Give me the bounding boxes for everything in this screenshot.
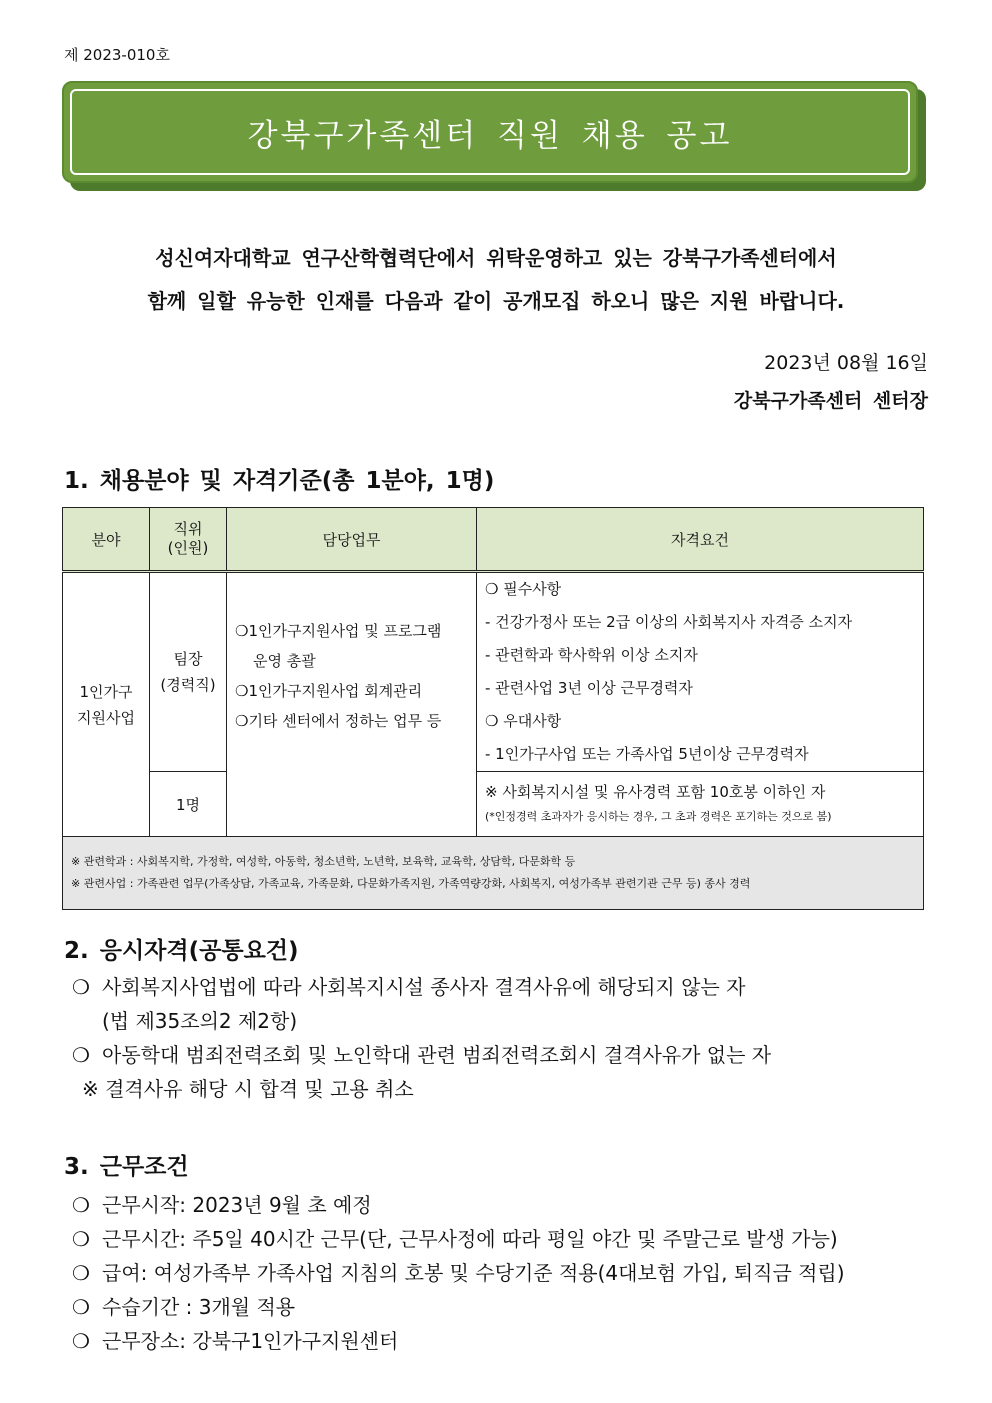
header-field: 분야 — [63, 508, 150, 572]
bullet-icon: ❍ — [72, 1043, 90, 1067]
qualification-item: ❍ 우대사항 — [485, 712, 562, 730]
qualification-item: ❍ 필수사항 — [485, 580, 562, 598]
list-item-text: 사회복지사업법에 따라 사회복지시설 종사자 결격사유에 해당되지 않는 자 — [102, 975, 746, 999]
list-item-text: 급여: 여성가족부 가족사업 지침의 호봉 및 수당기준 적용(4대보험 가입, 퇴직금 적립) — [102, 1261, 845, 1285]
bullet-icon: ❍ — [72, 1329, 90, 1353]
table-header-row — [63, 508, 924, 572]
recruitment-table — [62, 507, 924, 910]
list-item-text: 수습기간 : 3개월 적용 — [102, 1295, 296, 1319]
bullet-spacer — [72, 1004, 102, 1038]
list-item — [72, 970, 771, 1004]
header-qualifications: 자격요건 — [477, 508, 924, 572]
header-position: 직위 (인원) — [150, 508, 227, 572]
list-item — [72, 1256, 845, 1290]
list-item-text: 근무시작: 2023년 9월 초 예정 — [102, 1193, 372, 1217]
duty-item: ❍1인가구지원사업 회계관리 — [235, 682, 423, 700]
duty-item: 운영 총괄 — [253, 652, 316, 670]
intro-line-2: 함께 일할 유능한 인재를 다음과 같이 공개모집 하오니 많은 지원 바랍니다. — [147, 289, 845, 313]
section-1-title: 1. 채용분야 및 자격기준(총 1분야, 1명) — [64, 468, 495, 494]
bullet-icon: ❍ — [72, 1261, 90, 1285]
qualification-item: - 관련학과 학사학위 이상 소지자 — [485, 646, 698, 664]
table-row — [63, 772, 924, 837]
section-3-title: 3. 근무조건 — [64, 1154, 189, 1180]
signer: 강북구가족센터 센터장 — [733, 390, 928, 412]
title-banner — [62, 81, 918, 183]
bullet-icon: ❍ — [72, 975, 90, 999]
list-item — [72, 1004, 771, 1038]
intro-line-1: 성신여자대학교 연구산학협력단에서 위탁운영하고 있는 강북구가족센터에서 — [155, 246, 837, 270]
list-item — [72, 1188, 845, 1222]
announcement-date: 2023년 08월 16일 — [764, 352, 928, 374]
related-majors-note: ※ 관련학과 : 사회복지학, 가정학, 여성학, 아동학, 청소년학, 노년학, 보육학, 교육학, 상담학, 다문화학 등 — [71, 855, 576, 868]
bullet-icon: ❍ — [72, 1295, 90, 1319]
document-number: 제 2023-010호 — [64, 46, 170, 64]
list-item — [72, 1290, 845, 1324]
list-item — [72, 1222, 845, 1256]
table-row — [63, 837, 924, 910]
headcount-cell: 1명 — [150, 772, 227, 837]
qualification-item: - 관련사업 3년 이상 근무경력자 — [485, 679, 693, 697]
duties-cell — [227, 572, 477, 837]
qualification-item: - 건강가정사 또는 2급 이상의 사회복지사 자격증 소지자 — [485, 613, 853, 631]
work-conditions-list — [72, 1188, 845, 1358]
list-item-text: 근무시간: 주5일 40시간 근무(단, 근무사정에 따라 평일 야간 및 주말근로 발생 가능) — [102, 1227, 838, 1251]
duty-item: ❍기타 센터에서 정하는 업무 등 — [235, 712, 442, 730]
pay-note: ※ 사회복지시설 및 유사경력 포함 10호봉 이하인 자 — [485, 783, 826, 801]
title-banner-inner — [70, 89, 910, 175]
bullet-icon: ❍ — [72, 1193, 90, 1217]
qualifications-cell — [477, 572, 924, 772]
section-2-title: 2. 응시자격(공통요건) — [64, 938, 299, 964]
page-title: 강북구가족센터 직원 채용 공고 — [247, 117, 733, 154]
list-item — [72, 1324, 845, 1358]
field-cell: 1인가구 지원사업 — [63, 572, 150, 837]
pay-note-cell — [477, 772, 924, 837]
qualification-item: - 1인가구사업 또는 가족사업 5년이상 근무경력자 — [485, 745, 809, 763]
duty-item: ❍1인가구지원사업 및 프로그램 — [235, 622, 442, 640]
related-work-note: ※ 관련사업 : 가족관련 업무(가족상담, 가족교육, 가족문화, 다문화가족지원, 가족역량강화, 사회복지, 여성가족부 관련기관 근무 등) 종사 경력 — [71, 877, 751, 890]
bullet-icon: ❍ — [72, 1227, 90, 1251]
list-item-text: (법 제35조의2 제2항) — [102, 1009, 298, 1033]
position-cell: 팀장 (경력직) — [150, 572, 227, 772]
table-row — [63, 572, 924, 772]
pay-subnote: (*인정경력 초과자가 응시하는 경우, 그 초과 경력은 포기하는 것으로 봄) — [485, 810, 832, 823]
list-item-text: 근무장소: 강북구1인가구지원센터 — [102, 1329, 399, 1353]
header-duties: 담당업무 — [227, 508, 477, 572]
eligibility-list — [72, 970, 771, 1106]
disqualification-note: ※ 결격사유 해당 시 합격 및 고용 취소 — [82, 1077, 414, 1101]
notes-cell — [63, 837, 924, 910]
list-item — [72, 1038, 771, 1072]
list-item-text: 아동학대 범죄전력조회 및 노인학대 관련 범죄전력조회시 결격사유가 없는 자 — [102, 1043, 772, 1067]
